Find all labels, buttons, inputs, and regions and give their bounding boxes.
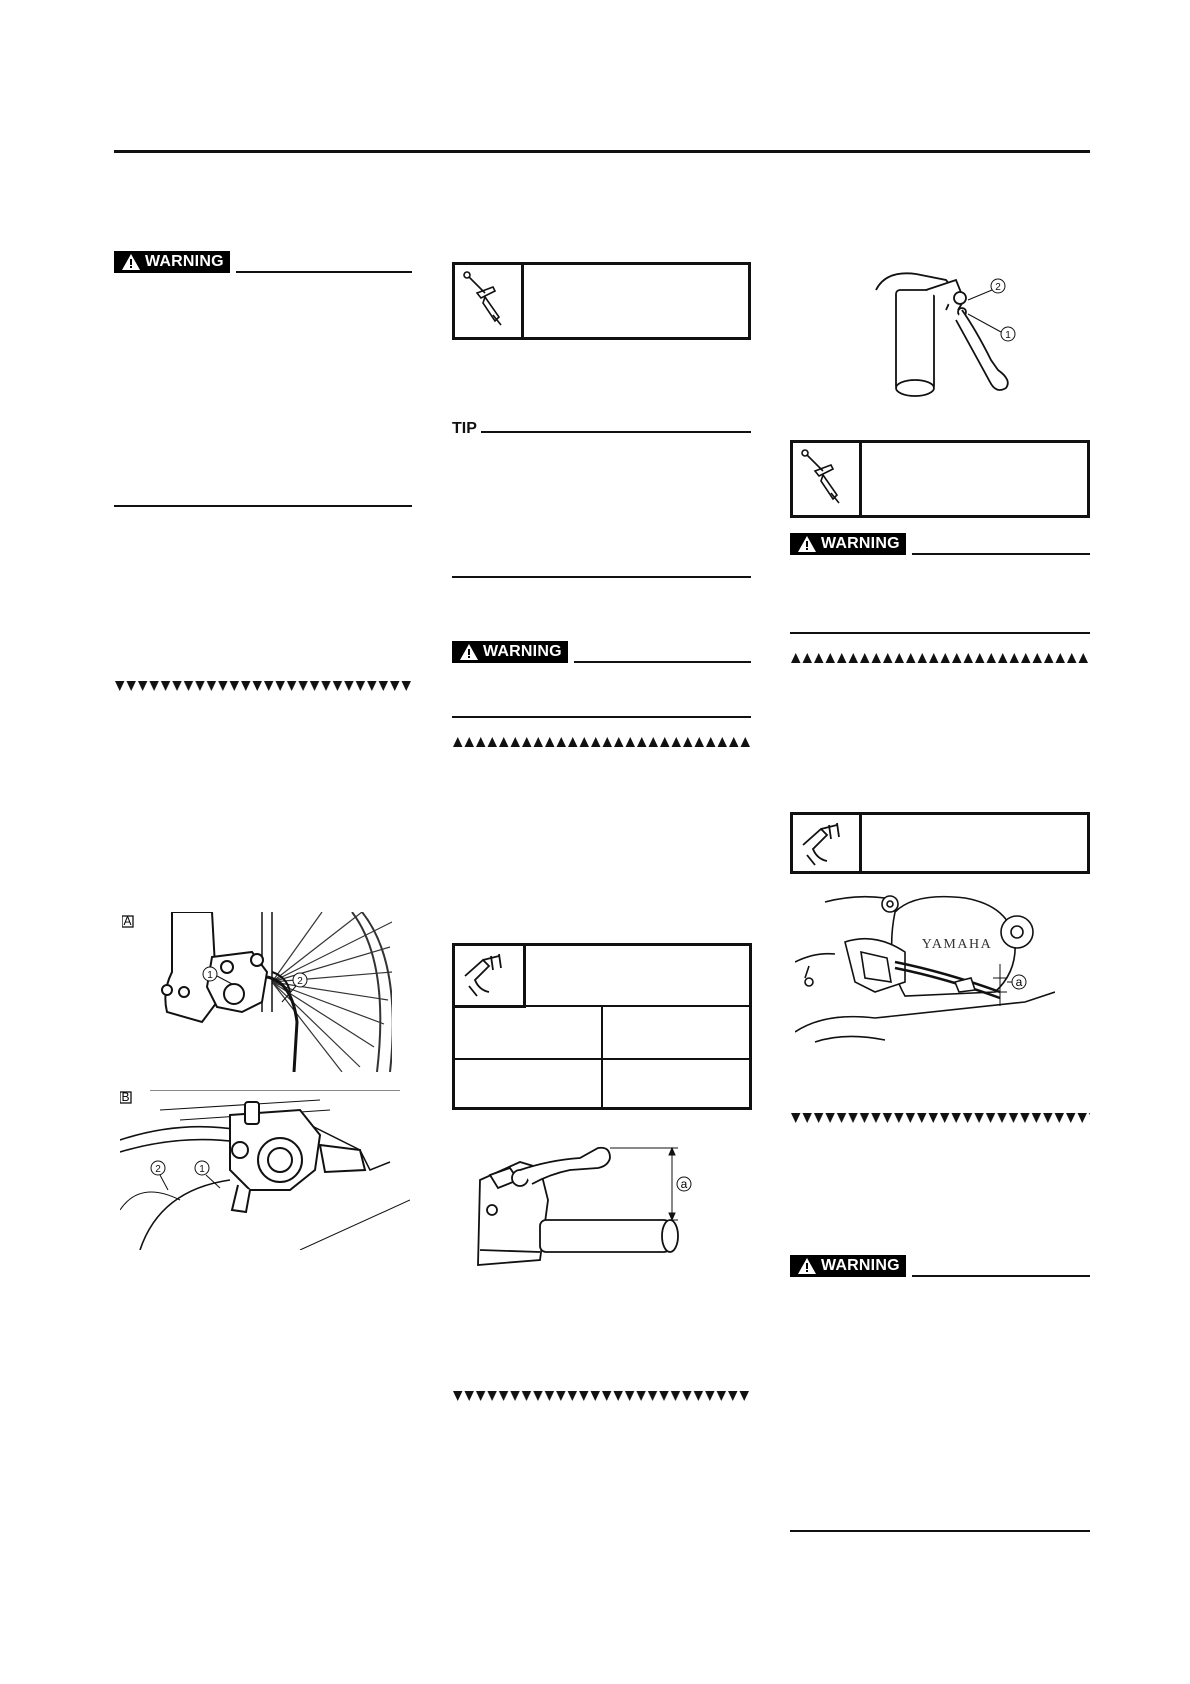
warning-triangle-icon xyxy=(798,536,816,552)
warning-end-rule xyxy=(790,1530,1090,1532)
callout-2: 2 xyxy=(155,1164,161,1175)
warning-heading xyxy=(790,1254,1090,1278)
section-end-markers xyxy=(452,736,751,748)
adjust-spec-box xyxy=(452,262,751,340)
adjust-spec-box xyxy=(790,440,1090,518)
callout-a: a xyxy=(1015,975,1023,989)
warning-end-rule xyxy=(452,716,751,718)
rear-caliper-figure xyxy=(120,1090,410,1255)
callout-a: a xyxy=(680,1177,688,1191)
header-rule xyxy=(114,150,1090,153)
panel-label-a: A xyxy=(123,914,132,928)
brake-lever-figure xyxy=(470,1140,700,1275)
brake-pedal-figure xyxy=(795,892,1055,1057)
warning-triangle-icon xyxy=(798,1258,816,1274)
warning-label: WARNING xyxy=(483,643,562,660)
warning-label: WARNING xyxy=(821,1257,900,1274)
caliper-measure-icon xyxy=(793,815,859,871)
measure-spec-table xyxy=(452,943,752,1110)
warning-heading xyxy=(114,250,412,274)
wrench-adjust-icon xyxy=(455,265,521,337)
callout-1: 1 xyxy=(1005,330,1011,341)
warning-heading xyxy=(452,640,751,664)
front-caliper-figure xyxy=(122,912,392,1077)
warning-label: WARNING xyxy=(145,253,224,270)
section-start-markers xyxy=(790,1112,1090,1124)
panel-label-b: B xyxy=(121,1090,130,1104)
callout-2: 2 xyxy=(995,282,1001,293)
tip-heading xyxy=(452,418,751,440)
callout-2: 2 xyxy=(297,976,303,987)
warning-triangle-icon xyxy=(460,644,478,660)
warning-label: WARNING xyxy=(821,535,900,552)
brand-text: YAMAHA xyxy=(921,937,993,952)
measure-spec-box xyxy=(790,812,1090,874)
warning-end-rule xyxy=(114,505,412,507)
warning-heading xyxy=(790,532,1090,556)
wrench-adjust-icon xyxy=(793,443,859,515)
clutch-lever-figure xyxy=(866,270,1026,405)
section-start-markers xyxy=(114,680,412,692)
warning-triangle-icon xyxy=(122,254,140,270)
tip-end-rule xyxy=(452,576,751,578)
callout-1: 1 xyxy=(207,970,213,981)
section-start-markers xyxy=(452,1390,751,1402)
section-end-markers xyxy=(790,652,1090,664)
tip-label: TIP xyxy=(452,420,477,437)
warning-end-rule xyxy=(790,632,1090,634)
callout-1: 1 xyxy=(199,1164,205,1175)
caliper-measure-icon xyxy=(455,946,521,1004)
